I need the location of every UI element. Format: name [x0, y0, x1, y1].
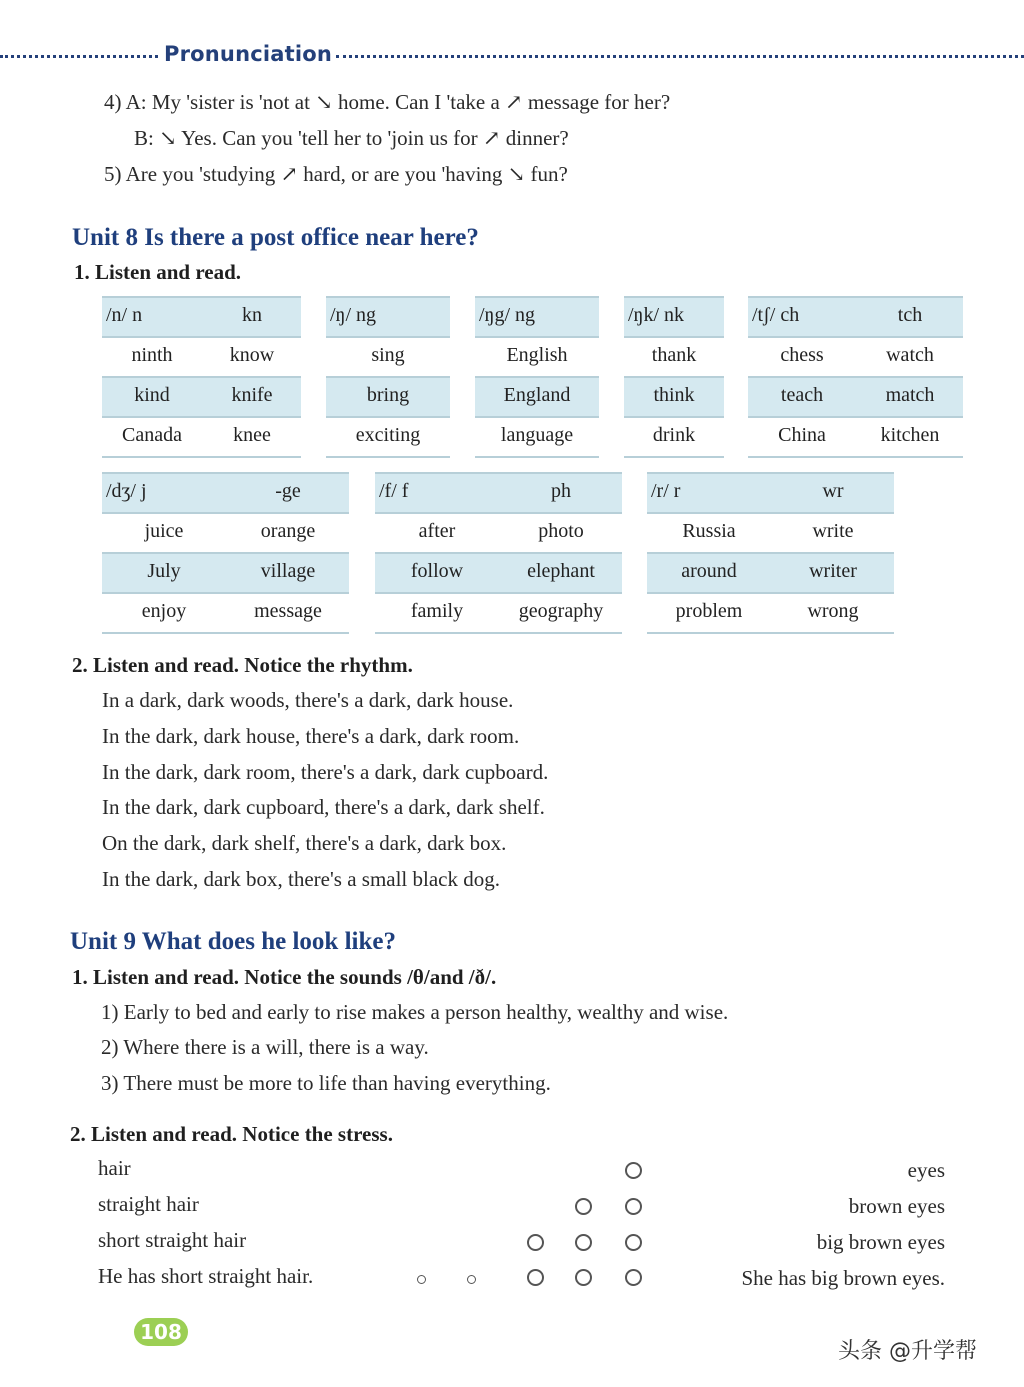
stress-right-line: big brown eyes [816, 1230, 945, 1254]
table-cell: sing [371, 344, 405, 366]
rhythm-line: In the dark, dark house, there's a dark, dark room. [102, 724, 520, 748]
table-header-row [102, 296, 301, 338]
section-header [0, 42, 1024, 72]
table-row [647, 514, 894, 554]
table-row [475, 338, 599, 378]
table-cell: July [147, 560, 181, 582]
table-cell: chess [780, 344, 824, 366]
phonics-table-ng [326, 296, 450, 458]
table-cell: think [653, 384, 695, 406]
stress-circle [625, 1234, 642, 1251]
table-cell: China [778, 424, 826, 446]
table-cell: orange [260, 520, 316, 542]
phonics-table-f [375, 472, 622, 634]
table-cell: language [500, 424, 574, 446]
unit8-task1: 1. Listen and read. [74, 260, 242, 284]
table-row [102, 338, 301, 378]
table-header-row [624, 296, 724, 338]
table-header-cell: /f/ f [379, 480, 409, 502]
table-row [475, 418, 599, 458]
unit9-task2: 2. Listen and read. Notice the stress. [70, 1122, 393, 1146]
table-cell: bring [366, 384, 410, 406]
proverb-line: 3) There must be more to life than having everything. [101, 1071, 551, 1095]
table-header-cell: /r/ r [651, 480, 681, 502]
dialogue-line-4b: B: ↘ Yes. Can you 'tell her to 'join us for ↗ dinner? [134, 126, 569, 150]
table-header-row [475, 296, 599, 338]
unit8-task2: 2. Listen and read. Notice the rhythm. [72, 653, 413, 677]
unit9-title: Unit 9 What does he look like? [70, 928, 396, 955]
phonics-table-dzh [102, 472, 349, 634]
table-cell: enjoy [141, 600, 187, 622]
phonics-table-r [647, 472, 894, 634]
rhythm-line: In a dark, dark woods, there's a dark, dark house. [102, 688, 514, 712]
phonics-table-n [102, 296, 301, 458]
table-row [326, 418, 450, 458]
table-row [624, 338, 724, 378]
table-header-cell: ph [551, 480, 571, 502]
stress-circle [575, 1198, 592, 1215]
table-header-row [375, 472, 622, 514]
rhythm-line: In the dark, dark cupboard, there's a dark, dark shelf. [102, 795, 545, 819]
table-row [102, 418, 301, 458]
table-cell: watch [886, 344, 934, 366]
stress-circle [625, 1162, 642, 1179]
rhythm-line: On the dark, dark shelf, there's a dark, dark box. [102, 831, 507, 855]
table-header-cell: wr [822, 480, 844, 502]
table-cell: elephant [527, 560, 595, 582]
stress-circle [625, 1198, 642, 1215]
proverb-line: 1) Early to bed and early to rise makes a person healthy, wealthy and wise. [101, 1000, 729, 1024]
table-cell: England [503, 384, 571, 406]
stress-right-line: brown eyes [848, 1194, 945, 1218]
table-cell: after [418, 520, 456, 542]
table-row [375, 514, 622, 554]
table-cell: family [410, 600, 464, 622]
table-cell: writer [809, 560, 857, 582]
table-cell: around [681, 560, 737, 582]
header-dots-right [336, 55, 1024, 58]
table-row [475, 378, 599, 418]
stress-circle [575, 1234, 592, 1251]
stress-right-line: eyes [907, 1158, 945, 1182]
table-header-cell: /ŋk/ nk [628, 304, 685, 326]
stress-left-line: hair [98, 1156, 131, 1180]
table-cell: village [260, 560, 316, 582]
table-header-row [647, 472, 894, 514]
table-cell: teach [780, 384, 824, 406]
table-cell: juice [144, 520, 184, 542]
table-row [647, 554, 894, 594]
table-cell: kitchen [880, 424, 940, 446]
unit8-title: Unit 8 Is there a post office near here? [72, 224, 479, 251]
phonics-table-nk [624, 296, 724, 458]
table-row [102, 594, 349, 634]
unstressed-circle [467, 1275, 476, 1284]
stress-left-line: He has short straight hair. [98, 1264, 314, 1288]
stress-circle [527, 1269, 544, 1286]
table-row [102, 554, 349, 594]
table-row [748, 418, 963, 458]
unit9-task1: 1. Listen and read. Notice the sounds /θ/and /ð/. [72, 965, 497, 989]
table-header-row [748, 296, 963, 338]
table-cell: follow [410, 560, 464, 582]
table-row [102, 378, 301, 418]
table-header-row [326, 296, 450, 338]
table-row [624, 418, 724, 458]
rhythm-line: In the dark, dark box, there's a small black dog. [102, 867, 500, 891]
table-cell: exciting [355, 424, 421, 446]
table-header-cell: /tʃ/ ch [752, 304, 800, 326]
table-row [102, 514, 349, 554]
table-row [375, 594, 622, 634]
table-cell: knee [233, 424, 271, 446]
table-cell: wrong [807, 600, 859, 622]
table-row [375, 554, 622, 594]
table-cell: know [229, 344, 275, 366]
table-header-cell: /n/ n [106, 304, 143, 326]
stress-circle [527, 1234, 544, 1251]
table-row [647, 594, 894, 634]
stress-left-line: straight hair [98, 1192, 199, 1216]
stress-circle [575, 1269, 592, 1286]
phonics-table-ch [748, 296, 963, 458]
table-header-cell: kn [242, 304, 262, 326]
header-dots-left [0, 55, 158, 58]
unstressed-circle [417, 1275, 426, 1284]
table-cell: English [506, 344, 568, 366]
table-cell: thank [651, 344, 697, 366]
table-row [748, 338, 963, 378]
table-cell: Canada [122, 424, 182, 446]
table-header-cell: tch [897, 304, 923, 326]
header-title: Pronunciation [164, 42, 333, 66]
table-cell: photo [538, 520, 584, 542]
rhythm-line: In the dark, dark room, there's a dark, dark cupboard. [102, 760, 549, 784]
table-cell: problem [675, 600, 743, 622]
table-row [624, 378, 724, 418]
stress-right-line: She has big brown eyes. [741, 1266, 945, 1290]
page-number: 108 [134, 1318, 188, 1346]
table-cell: Russia [682, 520, 736, 542]
table-cell: ninth [131, 344, 173, 366]
table-cell: drink [652, 424, 696, 446]
watermark: 头条 @升学帮 [838, 1339, 977, 1364]
proverb-line: 2) Where there is a will, there is a way. [101, 1035, 429, 1059]
stress-left-line: short straight hair [98, 1228, 247, 1252]
table-row [748, 378, 963, 418]
stress-circle [625, 1269, 642, 1286]
table-row [326, 378, 450, 418]
table-cell: geography [518, 600, 604, 622]
dialogue-line-5: 5) Are you 'studying ↗ hard, or are you 'having ↘ fun? [104, 162, 568, 186]
phonics-table-ngg [475, 296, 599, 458]
table-cell: message [254, 600, 322, 622]
table-cell: match [885, 384, 935, 406]
table-header-cell: /ŋ/ ng [330, 304, 377, 326]
table-cell: knife [231, 384, 273, 406]
table-row [326, 338, 450, 378]
table-header-cell: /dʒ/ j [106, 480, 147, 502]
table-header-row [102, 472, 349, 514]
table-cell: kind [134, 384, 170, 406]
dialogue-line-4a: 4) A: My 'sister is 'not at ↘ home. Can I 'take a ↗ message for her? [104, 90, 671, 114]
table-header-cell: -ge [275, 480, 301, 502]
table-cell: write [812, 520, 854, 542]
table-header-cell: /ŋg/ ng [479, 304, 536, 326]
